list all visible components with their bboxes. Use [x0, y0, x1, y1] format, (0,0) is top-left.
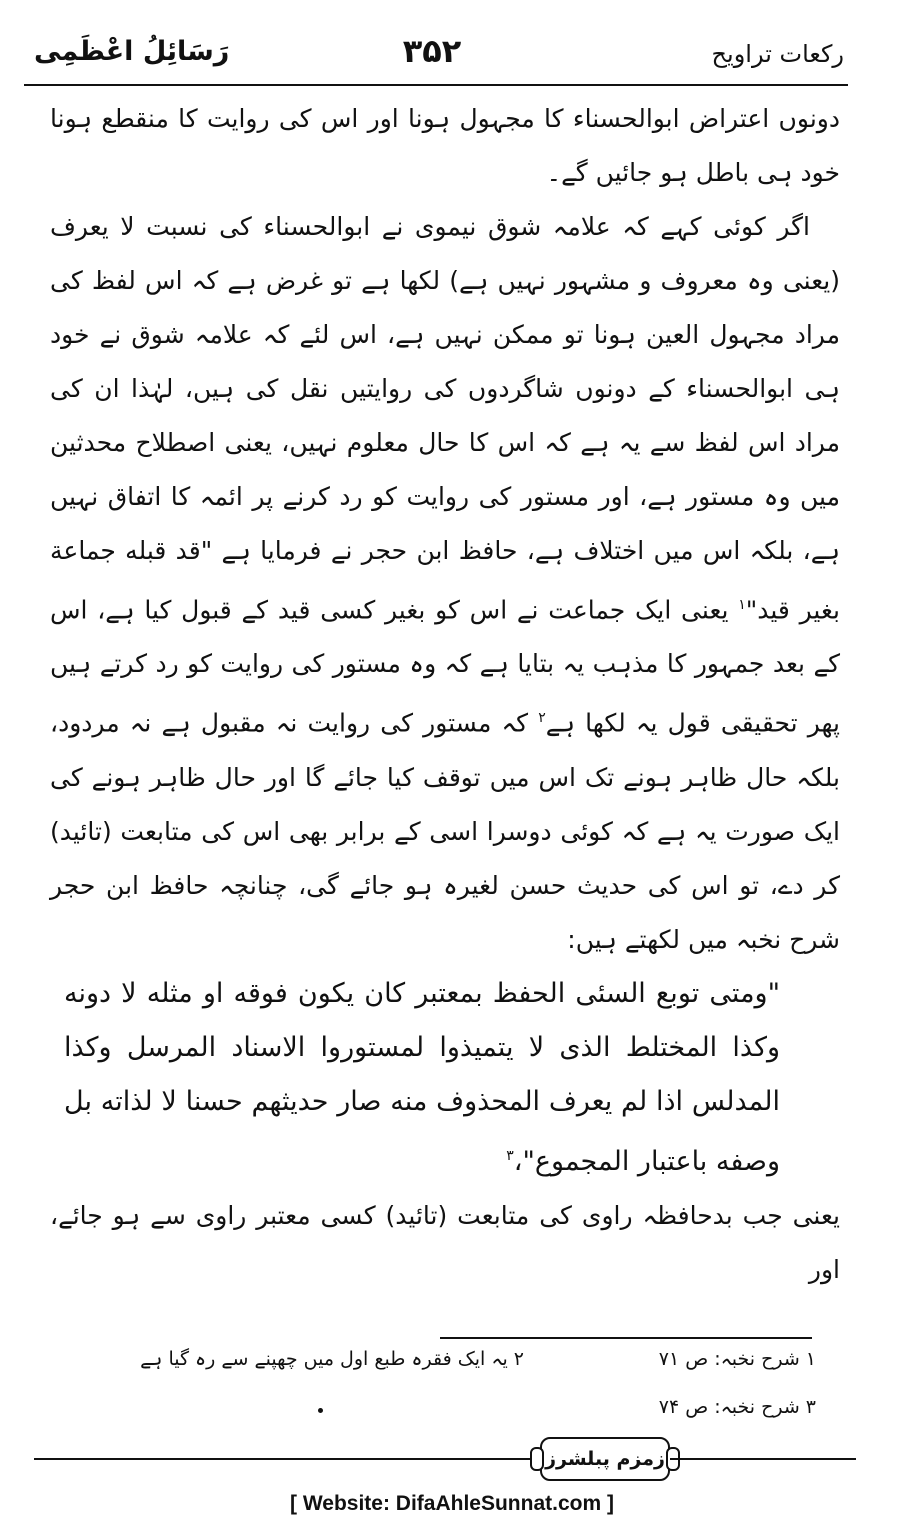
page-number: ۳۵۲	[402, 32, 462, 70]
paragraph-2-text: اگر کوئی کہے کہ علامہ شوق نیموی نے ابوالحسناء کی نسبت لا یعرف (یعنی وہ معروف و مشہور نہیں ہے) لکھا ہے تو غرض ہے کہ اس لفظ کی مراد مجہول العین ہونا تو ممکن نہیں ہے، اس لئے کہ علامہ شوق نے خود ہی ابوالحسناء کے دونوں شاگردوں کی روایتیں نقل کی ہیں، لہٰذا ان کی مراد اس لفظ سے یہ ہے کہ اس کا حال معلوم نہیں، یعنی اصطلاح محدثین میں وہ مستور ہے، اور مستور کی روایت کو رد کرنے پر ائمہ کا اتفاق نہیں ہے، بلکہ اس میں اختلاف ہے، حافظ ابن حجر نے فرمایا ہے "قد قبله جماعة بغير قيد"	[50, 212, 840, 625]
paragraph-1: دونوں اعتراض ابوالحسناء کا مجہول ہونا اور اس کی روایت کا منقطع ہونا خود ہی باطل ہو جائیں گے۔	[50, 104, 840, 187]
arabic-quote-text: "ومتى توبع السئى الحفظ بمعتبر كان يكون فوقه او مثله لا دونه وكذا المختلط الذى لا يتميذوا لمستوروا الاسناد المرسل وكذا المدلس اذا لم يعرف المحذوف منه صار حديثهم حسنا لا لذاته بل وصفه باعتبار المجموع"،	[64, 977, 780, 1177]
footer-rule-left	[34, 1458, 534, 1460]
footer-rule-right	[670, 1458, 856, 1460]
website-link[interactable]: [ Website: DifaAhleSunnat.com ]	[290, 1492, 614, 1515]
book-title: رَسَائِلُ اعْظَمِی	[34, 36, 230, 67]
header-rule	[24, 84, 848, 86]
closing-line: یعنی جب بدحافظہ راوی کی متابعت (تائید) کسی معتبر راوی سے ہو جائے، اور	[50, 1200, 840, 1284]
chapter-title: رکعات تراویح	[711, 40, 844, 68]
footnote-marker-2: ۲	[538, 710, 546, 727]
publisher-badge	[540, 1437, 670, 1481]
publisher-name: زمزم پبلشرز	[545, 1448, 665, 1470]
footnote-2: ۲ یہ ایک فقرہ طبع اول میں چھپنے سے رہ گیا ہے	[140, 1348, 524, 1370]
main-text	[50, 92, 840, 1297]
paragraph-2	[50, 200, 840, 967]
footnote-rule	[440, 1337, 812, 1339]
footnote-marker-1: ۱	[738, 597, 746, 613]
stray-dot	[318, 1408, 323, 1413]
footnote-marker-3: ۳	[506, 1147, 514, 1164]
footnote-3: ۳ شرح نخبہ: ص ۷۴	[658, 1396, 816, 1418]
paragraph-4-text: کہ مستور کی روایت نہ مقبول ہے نہ مردود، بلکہ حال ظاہر ہونے تک اس میں توقف کیا جائے گا اور حال ظاہر ہونے کی ایک صورت یہ ہے کہ کوئی دوسرا اسی کے برابر بھی اس کی متابعت (تائید) کر دے، تو اس کی حدیث حسن لغیرہ ہو جائے گی، چنانچہ حافظ ابن حجر شرح نخبہ میں لکھتے ہیں:	[50, 708, 840, 954]
footnote-1: ۱ شرح نخبہ: ص ۷۱	[658, 1348, 816, 1370]
arabic-quotation	[50, 967, 840, 1189]
paragraph-3-text: یعنی ایک جماعت نے اس کو بغیر کسی قید کے قبول کیا ہے، اس کے بعد جمہور کا مذہب یہ بتایا ہے کہ وہ مستور کی روایت کو رد کرتے ہیں پھر تحقیقی قول یہ لکھا ہے	[50, 595, 841, 738]
running-header	[20, 30, 844, 82]
